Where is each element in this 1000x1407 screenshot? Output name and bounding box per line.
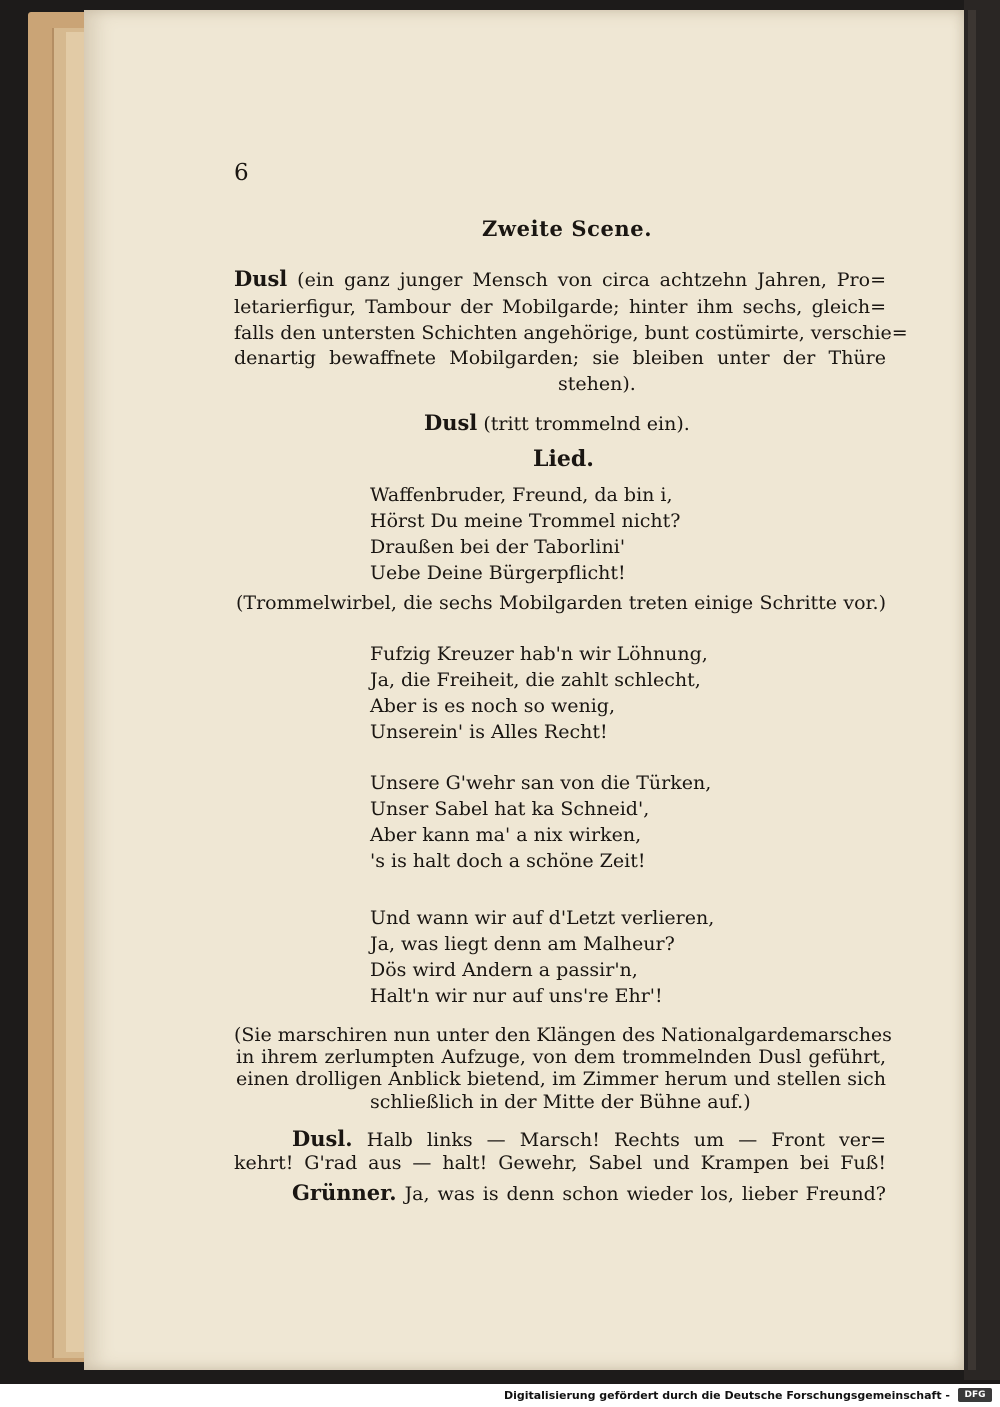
verse-line: Unser Sabel hat ka Schneid', xyxy=(370,798,650,820)
stage-direction-line: stehen). xyxy=(558,373,636,395)
stage-direction-line: Dusl (ein ganz junger Mensch von circa achtzehn Jahren, Pro= xyxy=(234,266,886,291)
verse-line: Aber is es noch so wenig, xyxy=(370,695,615,717)
verse-line: Uebe Deine Bürgerpflicht! xyxy=(370,562,626,584)
scene-title: Zweite Scene. xyxy=(482,216,653,241)
speaker-name: Dusl xyxy=(234,266,288,291)
verse-line: Waffenbruder, Freund, da bin i, xyxy=(370,484,673,506)
stage-direction-line: letarierfigur, Tambour der Mobilgarde; hinter ihm sechs, gleich= xyxy=(234,296,886,318)
dialogue-line: Dusl. Halb links — Marsch! Rechts um — Front ver= xyxy=(292,1126,887,1151)
verse-line: Dös wird Andern a passir'n, xyxy=(370,959,638,981)
stage-direction-line: in ihrem zerlumpten Aufzuge, von dem trommelnden Dusl geführt, xyxy=(236,1046,886,1068)
footer-text: Digitalisierung gefördert durch die Deutsche Forschungsgemeinschaft - xyxy=(503,1389,950,1402)
speaker-name: Grünner. xyxy=(292,1180,397,1205)
dfg-logo: DFG xyxy=(958,1388,992,1402)
verse-line: 's is halt doch a schöne Zeit! xyxy=(370,850,646,872)
verse-line: Halt'n wir nur auf uns're Ehr'! xyxy=(370,985,663,1007)
speaker-name: Dusl. xyxy=(292,1126,353,1151)
stage-direction-line: schließlich in der Mitte der Bühne auf.) xyxy=(370,1091,751,1113)
stage-direction-line: denartig bewaffnete Mobilgarden; sie bleiben unter der Thüre xyxy=(234,347,886,369)
verse-line: Aber kann ma' a nix wirken, xyxy=(370,824,642,846)
song-heading: Lied. xyxy=(533,446,594,472)
verse-line: Hörst Du meine Trommel nicht? xyxy=(370,510,681,532)
stage-direction-line: falls den untersten Schichten angehörige, bunt costümirte, verschie= xyxy=(234,322,908,344)
stage-direction-line: (Sie marschiren nun unter den Klängen des Nationalgardemarsches xyxy=(234,1024,892,1046)
verse-line: Fufzig Kreuzer hab'n wir Löhnung, xyxy=(370,643,708,665)
dialogue-line: Grünner. Ja, was is denn schon wieder los, lieber Freund? xyxy=(292,1180,886,1205)
verse-line: Ja, was liegt denn am Malheur? xyxy=(370,933,675,955)
page-number: 6 xyxy=(234,160,249,186)
verse-line: Ja, die Freiheit, die zahlt schlecht, xyxy=(370,669,701,691)
verse-line: Draußen bei der Taborlini' xyxy=(370,536,626,558)
dialogue-line: kehrt! G'rad aus — halt! Gewehr, Sabel und Krampen bei Fuß! xyxy=(234,1152,886,1174)
stage-direction-line: einen drolligen Anblick bietend, im Zimmer herum und stellen sich xyxy=(236,1068,886,1090)
verse-line: Unserein' is Alles Recht! xyxy=(370,721,608,743)
verse-line: Und wann wir auf d'Letzt verlieren, xyxy=(370,907,715,929)
enter-line: Dusl (tritt trommelnd ein). xyxy=(424,410,690,435)
digitization-footer xyxy=(0,1384,1000,1407)
verse-line: Unsere G'wehr san von die Türken, xyxy=(370,772,712,794)
drum-roll-direction: (Trommelwirbel, die sechs Mobilgarden treten einige Schritte vor.) xyxy=(236,592,886,614)
